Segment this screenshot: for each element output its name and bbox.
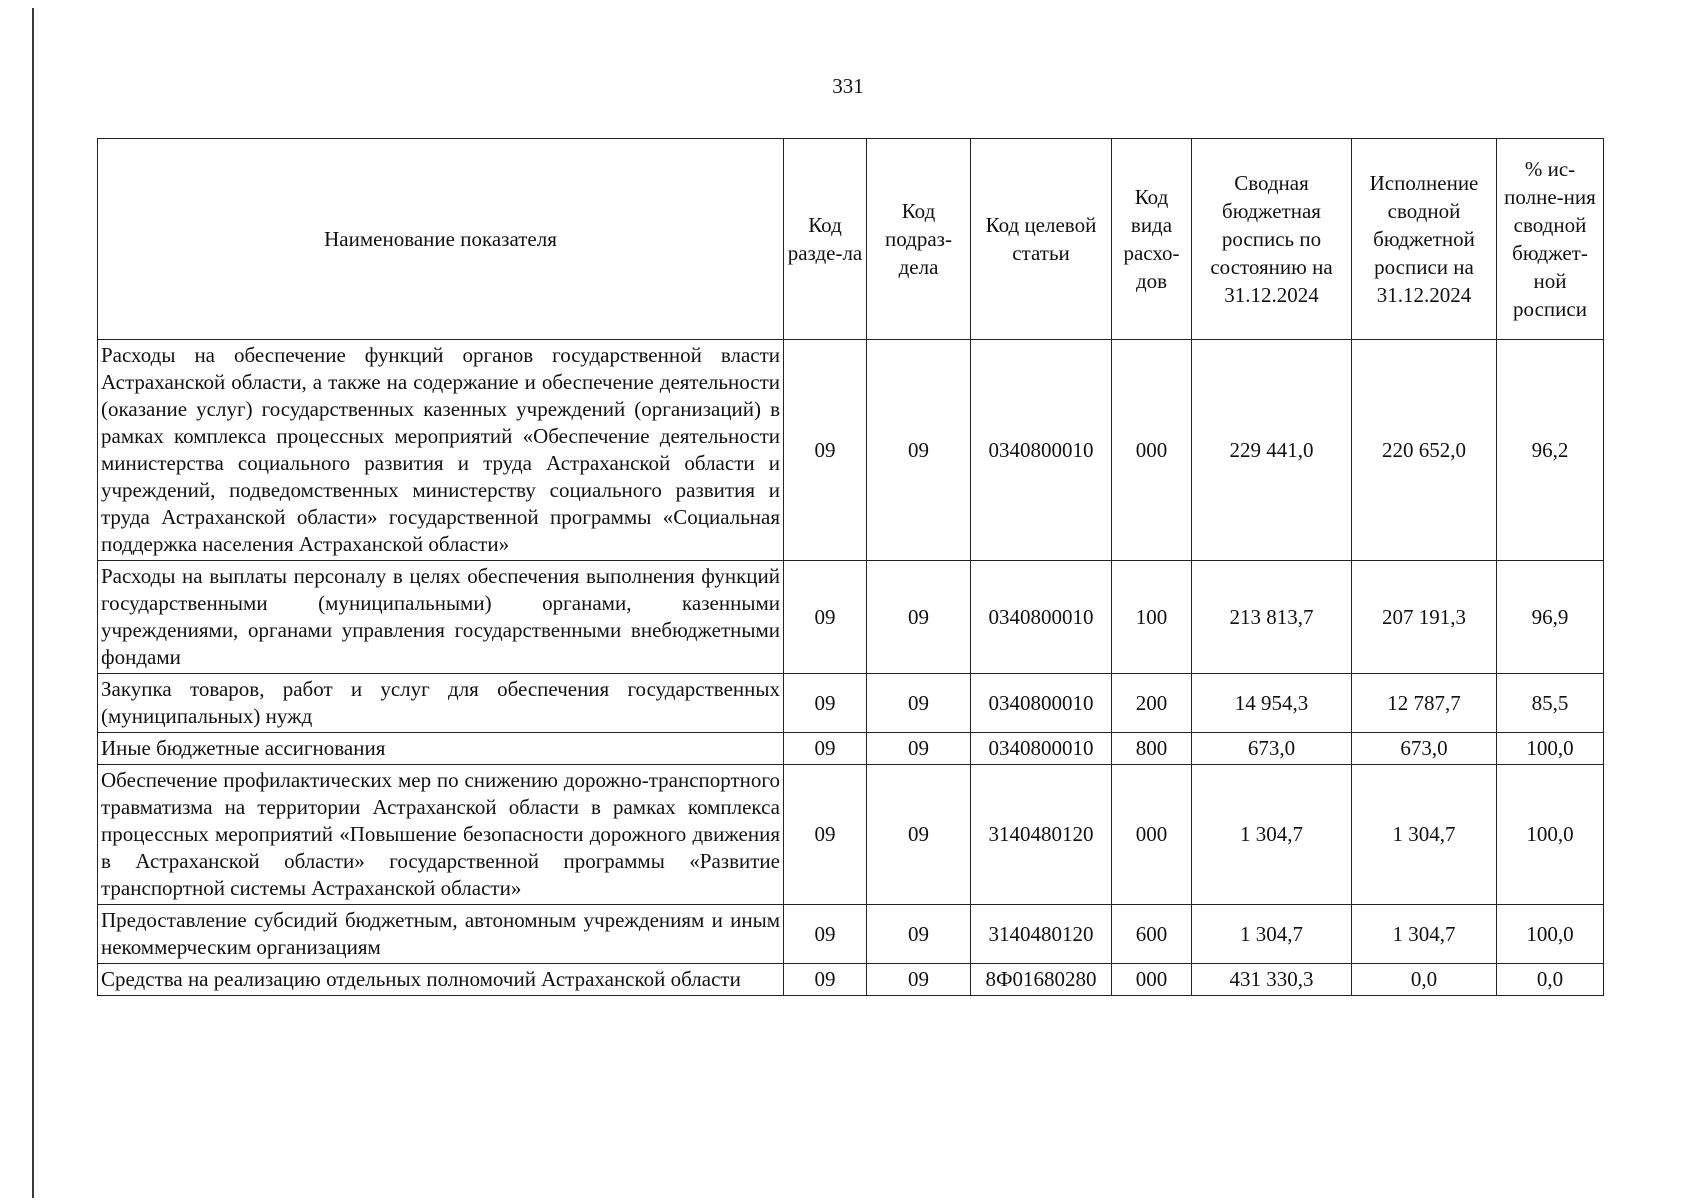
header-subsection-code: Код подраз-дела xyxy=(867,139,971,340)
header-consolidated-budget: Сводная бюджетная роспись по состоянию на 31.12.2024 xyxy=(1192,139,1352,340)
row-section-code: 09 xyxy=(784,765,867,905)
row-expense-type-code: 600 xyxy=(1112,905,1192,964)
header-section-code: Код разде-ла xyxy=(784,139,867,340)
row-expense-type-code: 800 xyxy=(1112,733,1192,765)
table-row xyxy=(98,733,1604,765)
row-subsection-code: 09 xyxy=(867,733,971,765)
row-budget-execution: 1 304,7 xyxy=(1352,905,1497,964)
row-section-code: 09 xyxy=(784,674,867,733)
row-consolidated-budget: 229 441,0 xyxy=(1192,340,1352,561)
row-execution-percent: 96,9 xyxy=(1497,561,1604,674)
page-left-border xyxy=(32,8,34,1198)
header-budget-execution: Исполнение сводной бюджетной росписи на 31.12.2024 xyxy=(1352,139,1497,340)
row-budget-execution: 673,0 xyxy=(1352,733,1497,765)
table-row xyxy=(98,765,1604,905)
row-consolidated-budget: 14 954,3 xyxy=(1192,674,1352,733)
row-indicator-name: Иные бюджетные ассигнования xyxy=(98,733,784,765)
row-execution-percent: 100,0 xyxy=(1497,733,1604,765)
table-body xyxy=(98,340,1604,996)
row-budget-execution: 207 191,3 xyxy=(1352,561,1497,674)
row-expense-type-code: 000 xyxy=(1112,964,1192,996)
header-execution-percent: % ис-полне-ния сводной бюджет-ной росписи xyxy=(1497,139,1604,340)
row-subsection-code: 09 xyxy=(867,674,971,733)
row-subsection-code: 09 xyxy=(867,340,971,561)
row-section-code: 09 xyxy=(784,905,867,964)
row-budget-execution: 0,0 xyxy=(1352,964,1497,996)
budget-execution-table xyxy=(97,138,1604,996)
header-expense-type-code: Код вида расхо-дов xyxy=(1112,139,1192,340)
row-consolidated-budget: 431 330,3 xyxy=(1192,964,1352,996)
row-execution-percent: 100,0 xyxy=(1497,765,1604,905)
row-section-code: 09 xyxy=(784,964,867,996)
row-indicator-name: Расходы на выплаты персоналу в целях обеспечения выполнения функций государственными (муниципальными) органами, казенными учреждениями, органами управления государственными внебюджетными фондами xyxy=(98,561,784,674)
row-section-code: 09 xyxy=(784,561,867,674)
row-consolidated-budget: 1 304,7 xyxy=(1192,905,1352,964)
table-row xyxy=(98,340,1604,561)
row-indicator-name: Закупка товаров, работ и услуг для обеспечения государственных (муниципальных) нужд xyxy=(98,674,784,733)
row-subsection-code: 09 xyxy=(867,964,971,996)
page-number: 331 xyxy=(832,74,864,98)
table-row xyxy=(98,674,1604,733)
row-expense-type-code: 000 xyxy=(1112,340,1192,561)
row-target-code: 8Ф01680280 xyxy=(971,964,1112,996)
row-budget-execution: 12 787,7 xyxy=(1352,674,1497,733)
row-target-code: 3140480120 xyxy=(971,765,1112,905)
row-target-code: 0340800010 xyxy=(971,561,1112,674)
row-subsection-code: 09 xyxy=(867,765,971,905)
table-header xyxy=(98,139,1604,340)
row-target-code: 3140480120 xyxy=(971,905,1112,964)
row-execution-percent: 85,5 xyxy=(1497,674,1604,733)
row-consolidated-budget: 673,0 xyxy=(1192,733,1352,765)
row-subsection-code: 09 xyxy=(867,561,971,674)
row-indicator-name: Предоставление субсидий бюджетным, автономным учреждениям и иным некоммерческим организациям xyxy=(98,905,784,964)
row-indicator-name: Средства на реализацию отдельных полномочий Астраханской области xyxy=(98,964,784,996)
row-target-code: 0340800010 xyxy=(971,674,1112,733)
header-indicator-name: Наименование показателя xyxy=(98,139,784,340)
row-consolidated-budget: 1 304,7 xyxy=(1192,765,1352,905)
table-row xyxy=(98,561,1604,674)
row-budget-execution: 1 304,7 xyxy=(1352,765,1497,905)
table-row xyxy=(98,964,1604,996)
row-consolidated-budget: 213 813,7 xyxy=(1192,561,1352,674)
row-expense-type-code: 100 xyxy=(1112,561,1192,674)
row-execution-percent: 96,2 xyxy=(1497,340,1604,561)
row-indicator-name: Обеспечение профилактических мер по снижению дорожно-транспортного травматизма на территории Астраханской области в рамках комплекса процессных мероприятий «Повышение безопасности дорожного движения в Астраханской области» государственной программы «Развитие транспортной системы Астраханской области» xyxy=(98,765,784,905)
row-section-code: 09 xyxy=(784,733,867,765)
row-indicator-name: Расходы на обеспечение функций органов государственной власти Астраханской области, а также на содержание и обеспечение деятельности (оказание услуг) государственных казенных учреждений (организаций) в рамках комплекса процессных мероприятий «Обеспечение деятельности министерства социального развития и труда Астраханской области и учреждений, подведомственных министерству социального развития и труда Астраханской области» государственной программы «Социальная поддержка населения Астраханской области» xyxy=(98,340,784,561)
row-section-code: 09 xyxy=(784,340,867,561)
header-row xyxy=(98,139,1604,340)
header-target-code: Код целевой статьи xyxy=(971,139,1112,340)
row-target-code: 0340800010 xyxy=(971,733,1112,765)
row-subsection-code: 09 xyxy=(867,905,971,964)
row-execution-percent: 100,0 xyxy=(1497,905,1604,964)
row-execution-percent: 0,0 xyxy=(1497,964,1604,996)
row-expense-type-code: 000 xyxy=(1112,765,1192,905)
row-target-code: 0340800010 xyxy=(971,340,1112,561)
table-row xyxy=(98,905,1604,964)
row-budget-execution: 220 652,0 xyxy=(1352,340,1497,561)
row-expense-type-code: 200 xyxy=(1112,674,1192,733)
